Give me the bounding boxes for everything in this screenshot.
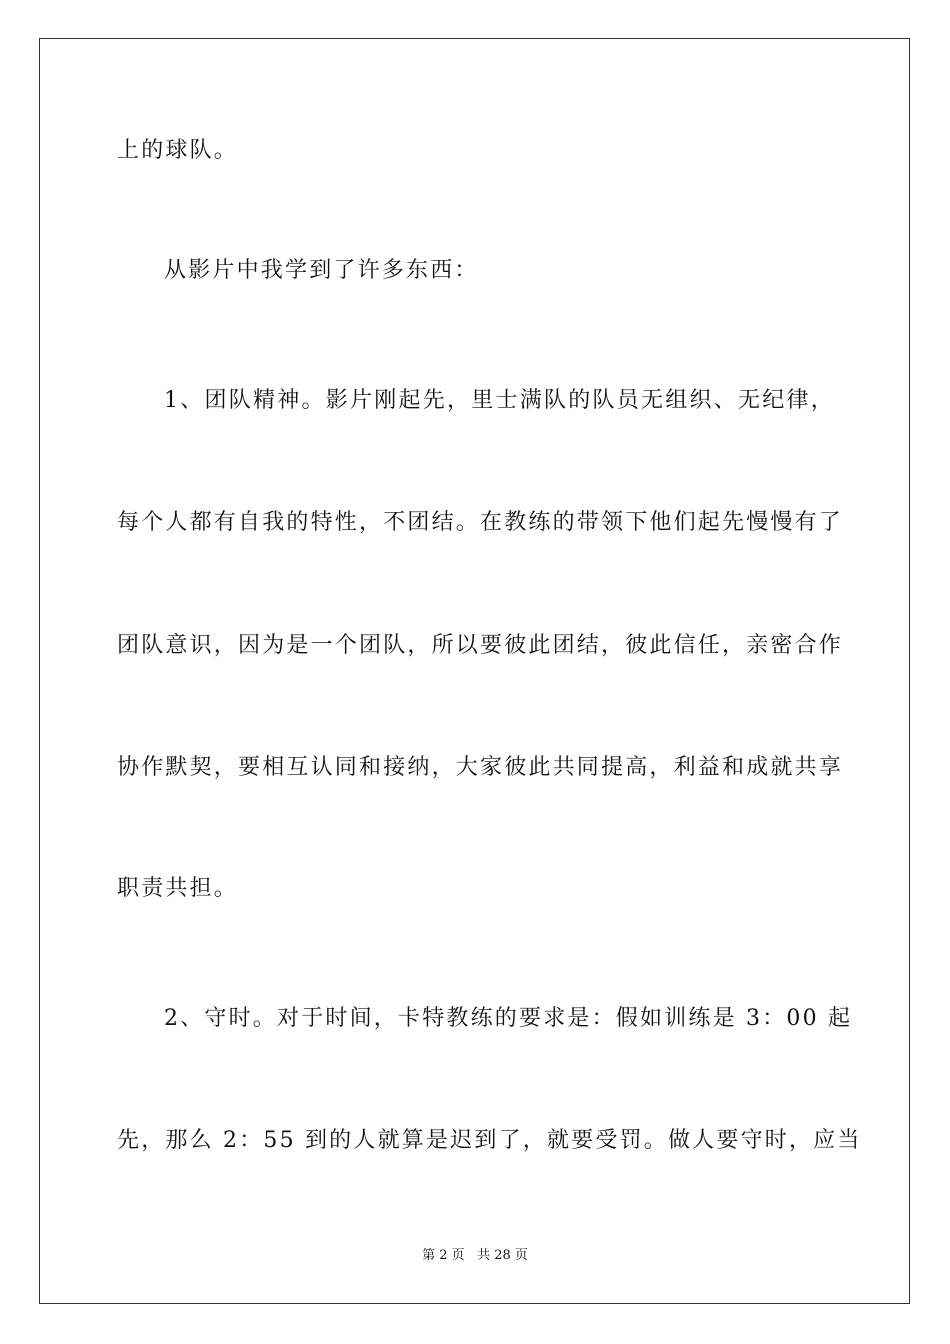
text-line-4: 每个人都有自我的特性，不团结。在教练的带领下他们起先慢慢有了	[117, 510, 844, 535]
text-line-3: 1、团队精神。影片刚起先，里士满队的队员无组织、无纪律，	[164, 388, 835, 413]
text-line-7: 职责共担。	[117, 876, 239, 901]
page-total: 共 28 页	[477, 1248, 528, 1263]
text-line-2: 从影片中我学到了许多东西：	[164, 258, 479, 283]
text-line-5: 团队意识，因为是一个团队，所以要彼此团结，彼此信任，亲密合作	[117, 633, 844, 658]
text-line-8: 2、守时。对于时间，卡特教练的要求是：假如训练是 3：00 起	[164, 1006, 853, 1031]
text-line-9: 先，那么 2：55 到的人就算是迟到了，就要受罚。做人要守时，应当	[117, 1128, 862, 1153]
text-line-1: 上的球队。	[117, 138, 239, 163]
page-border	[39, 38, 910, 1304]
text-line-6: 协作默契，要相互认同和接纳，大家彼此共同提高，利益和成就共享	[117, 755, 844, 780]
page-number: 第 2 页	[422, 1248, 465, 1263]
page-footer	[0, 1246, 950, 1266]
